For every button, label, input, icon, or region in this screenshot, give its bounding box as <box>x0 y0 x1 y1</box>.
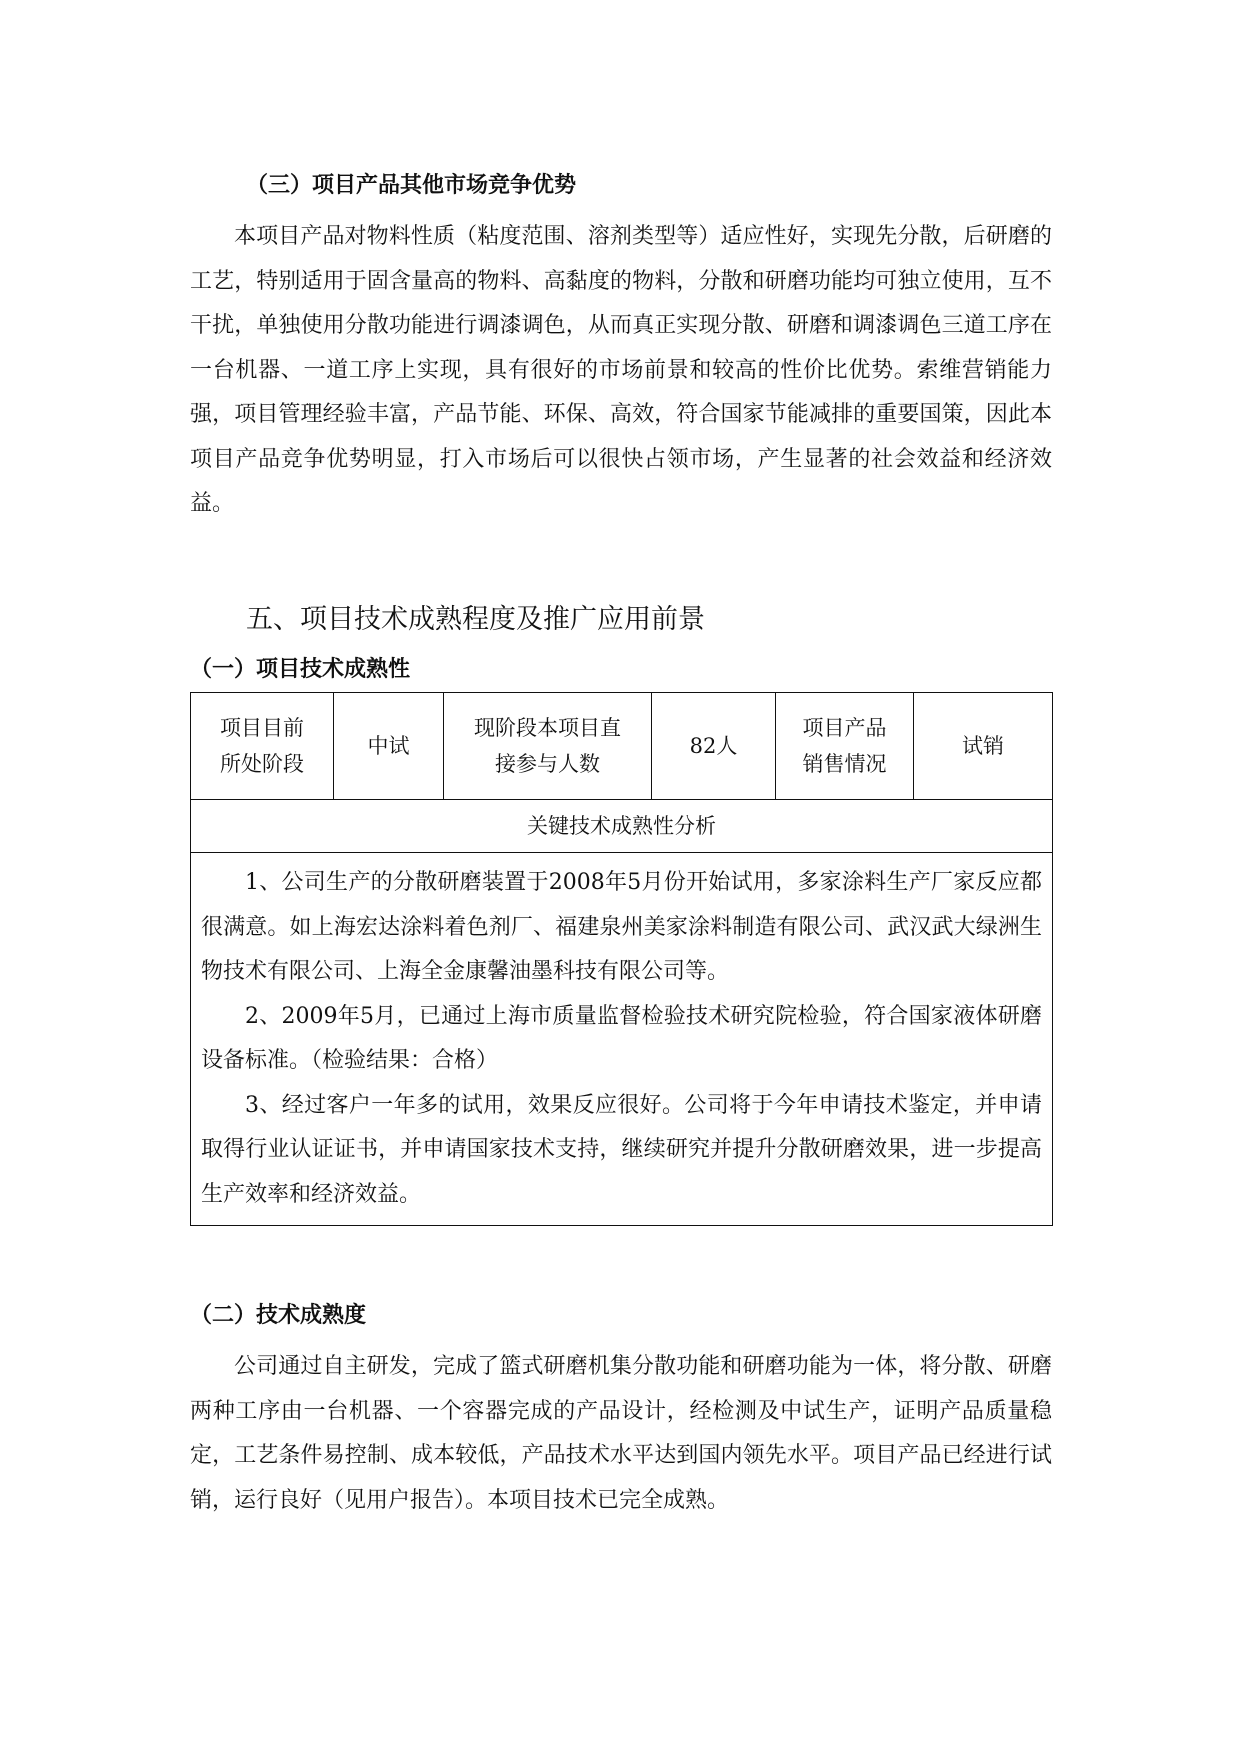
table-row <box>191 693 1053 800</box>
paragraph-technology-maturity-degree: 公司通过自主研发，完成了篮式研磨机集分散功能和研磨功能为一体，将分散、研磨两种工序由一台机器、一个容器完成的产品设计，经检测及中试生产，证明产品质量稳定，工艺条件易控制、成本较低，产品技术水平达到国内领先水平。项目产品已经进行试销，运行良好（见用户报告）。本项目技术已完全成熟。 <box>190 1354 1052 1513</box>
table-row <box>191 853 1053 1226</box>
paragraph-market-advantage: 本项目产品对物料性质（粘度范围、溶剂类型等）适应性好，实现先分散，后研磨的工艺，特别适用于固含量高的物料、高黏度的物料，分散和研磨功能均可独立使用，互不干扰，单独使用分散功能进行调漆调色，从而真正实现分散、研磨和调漆调色三道工序在一台机器、一道工序上实现，具有很好的市场前景和较高的性价比优势。索维营销能力强，项目管理经验丰富，产品节能、环保、高效，符合国家节能减排的重要国策，因此本项目产品竞争优势明显，打入市场后可以很快占领市场，产生显著的社会效益和经济效益。 <box>190 224 1052 516</box>
people-value-cell <box>652 693 776 800</box>
analysis-item: 2、2009年5月，已通过上海市质量监督检验技术研究院检验，符合国家液体研磨设备标准。（检验结果：合格） <box>201 1003 1042 1073</box>
subsection-heading-maturity: （一）项目技术成熟性 <box>190 657 411 682</box>
sales-label: 项目产品销售情况 <box>802 716 887 776</box>
stage-label: 项目目前所处阶段 <box>220 716 304 776</box>
subsection-heading-technology-maturity-degree: （二）技术成熟度 <box>190 1303 367 1328</box>
section-heading-market-advantage: （三）项目产品其他市场竞争优势 <box>246 173 577 198</box>
table-row <box>191 800 1053 853</box>
chapter-heading-technology-maturity: 五、项目技术成熟程度及推广应用前景 <box>246 604 705 635</box>
sales-value: 试销 <box>962 734 1004 758</box>
analysis-content-cell <box>191 853 1053 1226</box>
sales-label-cell <box>776 693 914 800</box>
analysis-item: 3、经过客户一年多的试用，效果反应很好。公司将于今年申请技术鉴定，并申请取得行业认证证书，并申请国家技术支持，继续研究并提升分散研磨效果，进一步提高生产效率和经济效益。 <box>201 1092 1042 1207</box>
sales-value-cell <box>914 693 1053 800</box>
stage-value-cell <box>334 693 444 800</box>
people-value: 82人 <box>689 734 738 758</box>
maturity-table <box>190 692 1053 1226</box>
stage-value: 中试 <box>367 734 410 758</box>
people-label: 现阶段本项目直接参与人数 <box>474 716 621 776</box>
stage-label-cell <box>191 693 334 800</box>
analysis-item: 1、公司生产的分散研磨装置于2008年5月份开始试用，多家涂料生产厂家反应都很满意。如上海宏达涂料着色剂厂、福建泉州美家涂料制造有限公司、武汉武大绿洲生物技术有限公司、上海全金康馨油墨科技有限公司等。 <box>201 870 1042 984</box>
analysis-title-cell <box>191 800 1053 853</box>
people-label-cell <box>444 693 652 800</box>
analysis-title: 关键技术成熟性分析 <box>527 814 716 838</box>
